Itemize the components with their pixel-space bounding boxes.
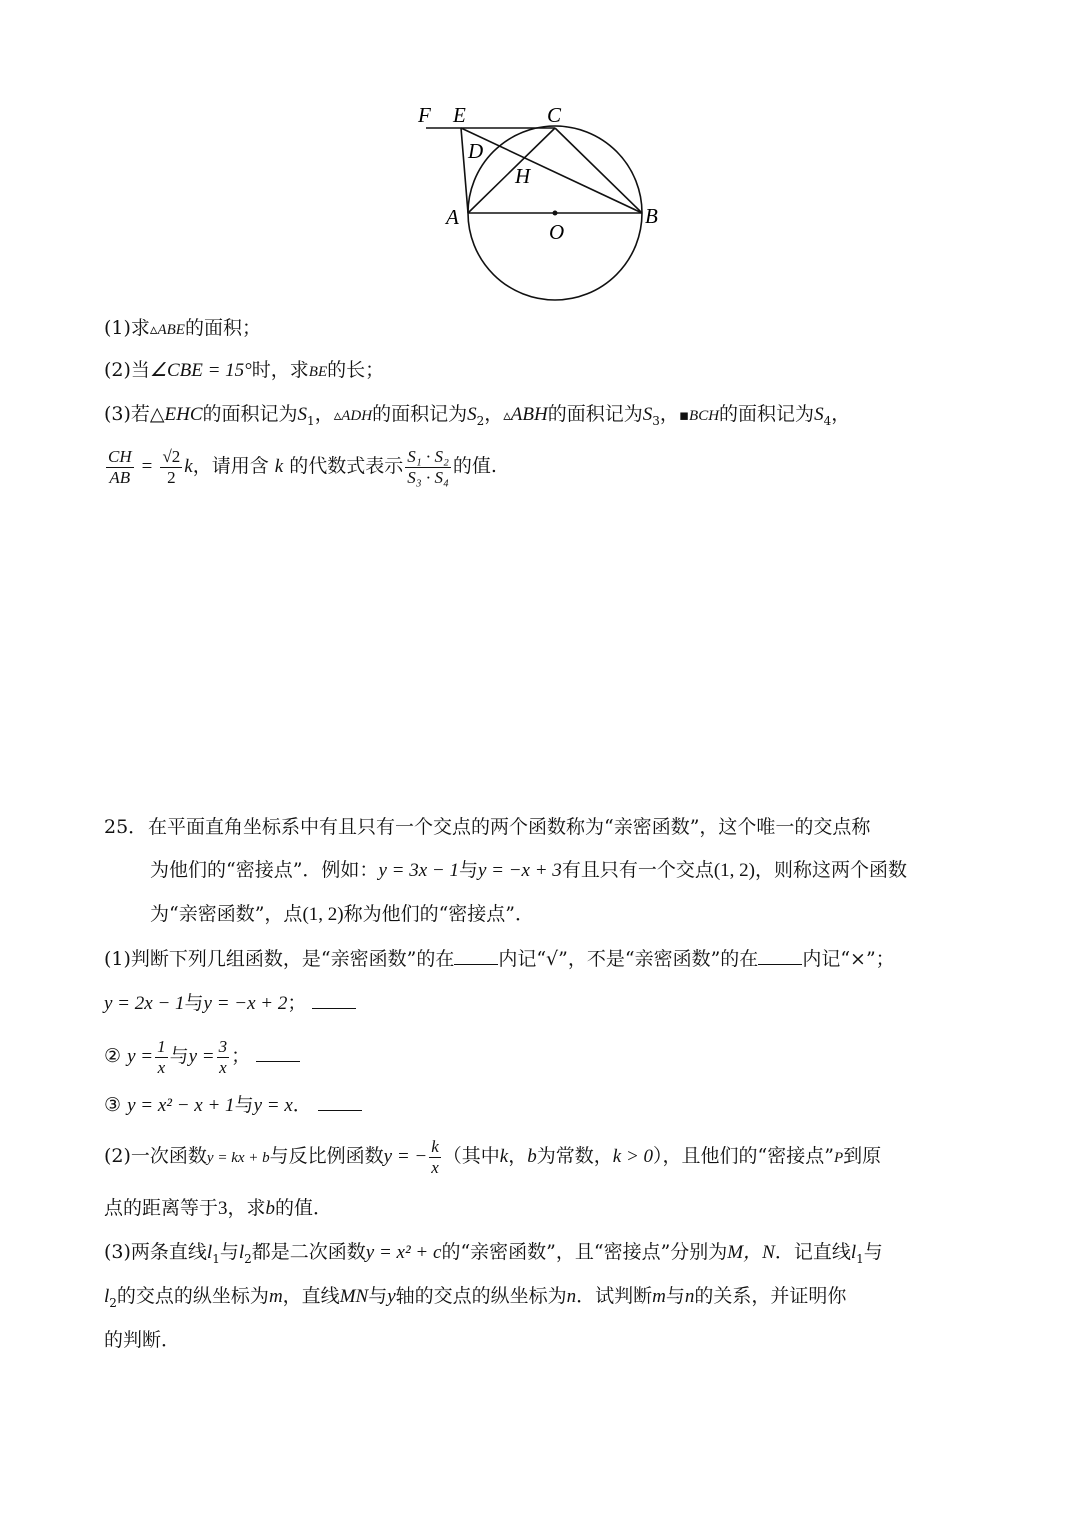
q25-part2-line2: 点的距离等于3，求b的值． <box>104 1197 333 1219</box>
q25-part2: (2)一次函数y = kx + b与反比例函数y = − $\frac{k}{x}$ （其中k，b为常数，k > 0），且他们的“密接点”P到原 <box>104 1136 882 1177</box>
line-ae <box>461 128 468 213</box>
q24-part1: (1)求▵ABE的面积； <box>104 317 261 339</box>
q25-part3-line3: 的判断． <box>104 1329 181 1351</box>
q24-part2: (2)当∠CBE = 15°时，求BE的长； <box>104 359 385 381</box>
label-o: O <box>549 220 565 244</box>
q25-part3: (3)两条直线$l_1$与$l_2$都是二次函数y = x² + c的“亲密函数”，且“密接点”分别为M，N．记直线$l_1$与 <box>104 1241 883 1266</box>
fraction-3-x: $\frac{3}{x}$ <box>218 1036 228 1077</box>
center-dot <box>553 211 558 216</box>
label-a: A <box>446 205 459 229</box>
label-b: B <box>645 204 658 228</box>
geometry-figure <box>400 96 680 306</box>
fraction-1-x: $\frac{1}{x}$ <box>157 1036 166 1077</box>
q25-number: 25． <box>104 816 148 838</box>
label-e: E <box>453 103 466 127</box>
answer-blank[interactable] <box>758 946 802 965</box>
item3-answer-blank[interactable] <box>318 1092 362 1111</box>
label-d: D <box>468 139 484 163</box>
fraction-ch-ab: $\frac{CH}{AB}$ <box>108 446 132 487</box>
fraction-root2-2: $\frac{√2}{2}$ <box>162 446 181 487</box>
q25-intro-line2: 为他们的“密接点”．例如：y = 3x − 1与y = −x + 3有且只有一个交点(1, 2)，则称这两个函数 <box>150 859 907 881</box>
line-eb <box>461 128 642 213</box>
q25-intro-line1: 在平面直角坐标系中有且只有一个交点的两个函数称为“亲密函数”，这个唯一的交点称 <box>148 816 871 838</box>
label-f: F <box>418 103 431 127</box>
circle-diagram <box>400 96 680 306</box>
q25-intro-line3: 为“亲密函数”，点(1, 2)称为他们的“密接点”． <box>150 903 535 925</box>
q25-part1: (1)判断下列几组函数，是“亲密函数”的在 内记“√”，不是“亲密函数”的在 内记“×”； <box>104 948 895 970</box>
q25-item2: ② y = $\frac{1}{x}$ 与y = $\frac{3}{x}$ ； <box>104 1034 300 1079</box>
fraction-k-x: $\frac{k}{x}$ <box>431 1136 439 1177</box>
item2-answer-blank[interactable] <box>256 1043 300 1062</box>
label-c: C <box>547 103 562 127</box>
q24-part3-formula: $\frac{CH}{AB}$ = $\frac{√2}{2}$ k，请用含 k 的代数式表示 $\frac{\text{S₁ · S₂}}{\text{S₃ · S₄}}$ 的值. <box>108 446 497 487</box>
q25-part3-line2: $l_2$的交点的纵坐标为m，直线MN与y轴的交点的纵坐标为n．试判断m与n的关系，并证明你 <box>104 1285 847 1310</box>
q25-item1: y = 2x − 1与y = −x + 2； <box>104 990 356 1016</box>
q24-part3: (3)若△EHC的面积记为$S_1$，▵ADH的面积记为$S_2$，▵ABH的面积记为$S_3$，▪BCH的面积记为$S_4$， <box>104 403 851 428</box>
fraction-s-products: $\frac{\text{S₁ · S₂}}{\text{S₃ · S₄}}$ <box>407 446 449 487</box>
label-h: H <box>515 164 531 188</box>
line-cb <box>555 128 642 213</box>
q25-item3: ③ y = x² − x + 1与y = x． <box>104 1092 362 1118</box>
item1-answer-blank[interactable] <box>312 990 356 1009</box>
answer-blank[interactable] <box>454 946 498 965</box>
